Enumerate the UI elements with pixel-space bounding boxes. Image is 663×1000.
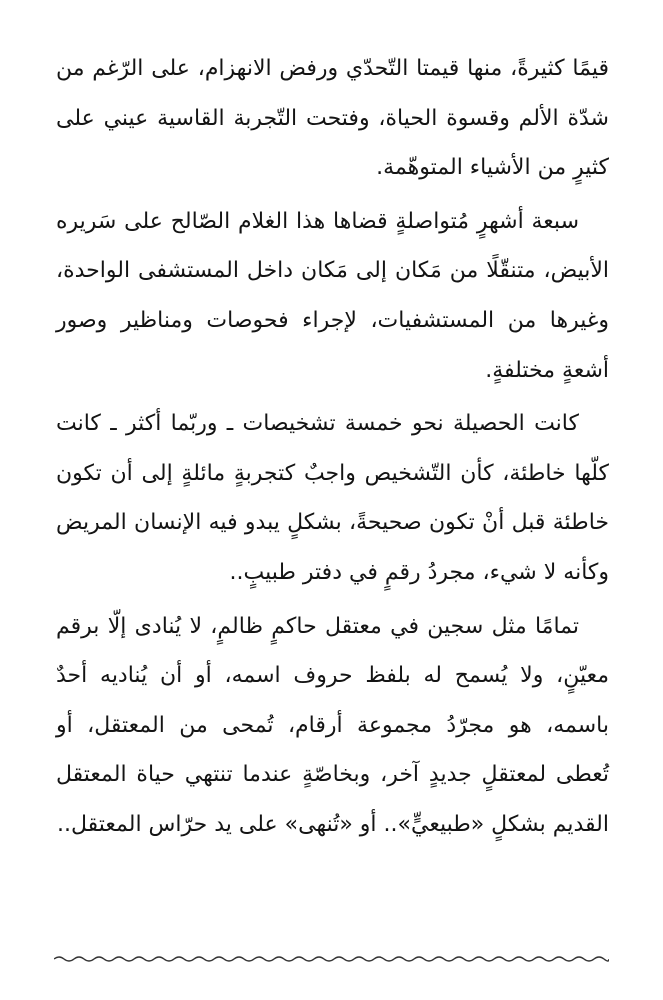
paragraph-2: سبعة أشهرٍ مُتواصلةٍ قضاها هذا الغلام الصّالح على سَريره الأبيض، متنقّلًا من مَكان إلى مَكان داخل المستشفى الواحدة، وغيرها من المستشفيات، لإجراء فحوصات ومناظير وصور أشعةٍ مختلفةٍ. bbox=[56, 208, 609, 383]
paragraph-3: كانت الحصيلة نحو خمسة تشخيصات ـ وربّما أكثر ـ كانت كلّها خاطئة، كأن التّشخيص واجبٌ كتجربةٍ مائلةٍ إلى أن تكون خاطئة قبل أنْ تكون صحيحةً، بشكلٍ يبدو فيه الإنسان المريض وكأنه لا شيء، مجردُ رقمٍ في دفتر طبيبٍ.. bbox=[56, 411, 609, 585]
body-text bbox=[56, 44, 609, 854]
decorative-wavy-rule bbox=[54, 954, 609, 964]
wavy-line-icon bbox=[54, 954, 609, 964]
paragraph-4: تمامًا مثل سجين في معتقل حاكمٍ ظالمٍ، لا يُنادى إلّا برقم معيّنٍ، ولا يُسمح له بلفظ حروف اسمه، أو أن يُناديه أحدٌ باسمه، هو مجرّدُ مجموعة أرقام، تُمحى من المعتقل، أو تُعطى لمعتقلٍ جديدٍ آخر، وبخاصّةٍ عندما تنتهي حياة المعتقل القديم بشكلٍ «طبيعيٍّ».. أو «تُنهى» على يد حرّاس المعتقل.. bbox=[56, 613, 609, 837]
paragraph-1: قيمًا كثيرةً، منها قيمتا التّحدّي ورفض الانهزام، على الرّغم من شدّة الألم وقسوة الحياة، وفتحت التّجربة القاسية عيني على كثيرٍ من الأشياء المتوهّمة. bbox=[56, 56, 609, 181]
